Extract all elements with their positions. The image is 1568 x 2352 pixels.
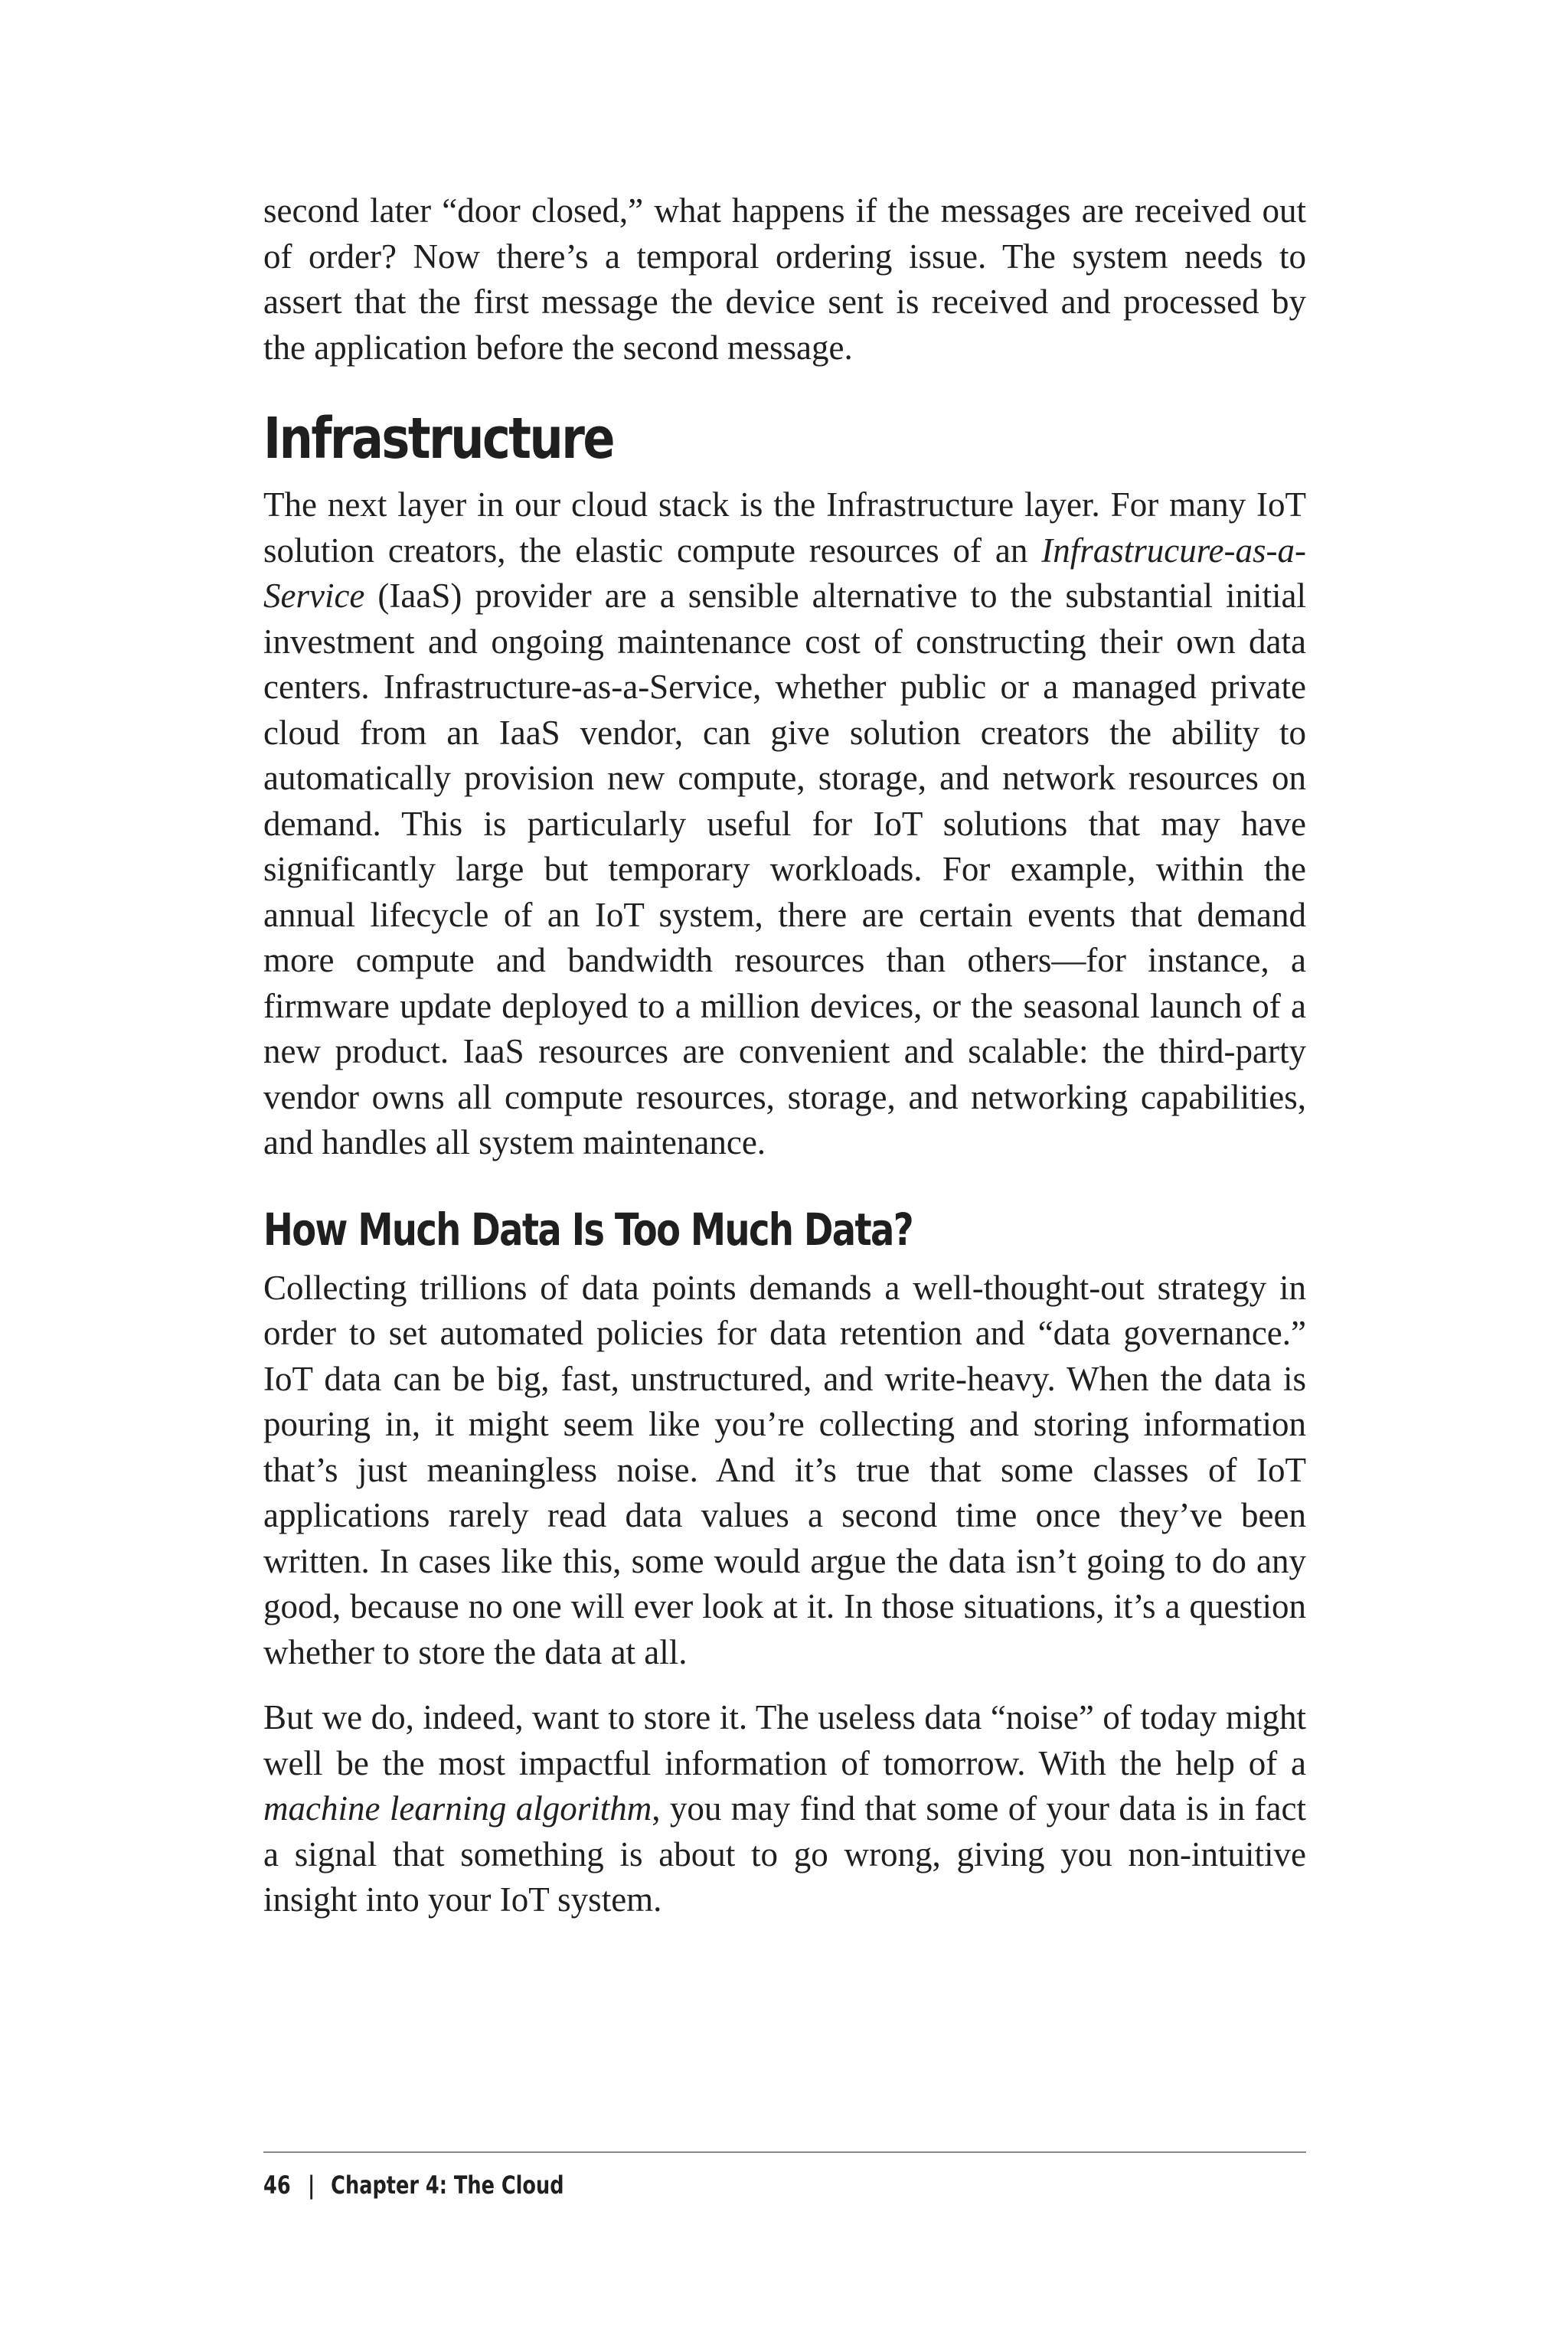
- subsection-heading-data: How Much Data Is Too Much Data?: [263, 1203, 913, 1256]
- section-heading-infrastructure: Infrastructure: [263, 406, 613, 472]
- paragraph-infrastructure-text-a: The next layer in our cloud stack is the Infrastructure layer. For many IoT solution creators, the elastic compute resources of an: [263, 485, 1306, 570]
- paragraph-infrastructure: [263, 482, 1306, 1166]
- footer-separator: |: [308, 2171, 315, 2200]
- footer-line: [263, 2170, 1098, 2200]
- paragraph-continued: second later “door closed,” what happens if the messages are received out of order? Now there’s a temporal ordering issue. The system needs to assert that the first message the device sent is received and processed by the application before the second message.: [263, 191, 1306, 367]
- paragraph-store-data-text-a: But we do, indeed, want to store it. The useless data “noise” of today might well be the most impactful information of tomorrow. With the help of a: [263, 1698, 1306, 1782]
- page-body: [263, 188, 1306, 1923]
- page-number: 46: [263, 2171, 291, 2200]
- page-footer: [263, 2151, 1306, 2200]
- paragraph-data-strategy: Collecting trillions of data points demands a well-thought-out strategy in order to set automated policies for data retention and “data governance.” IoT data can be big, fast, unstructured, and write-heavy. When the data is pouring in, it might seem like you’re collecting and storing information that’s just meaningless noise. And it’s true that some classes of IoT applications rarely read data values a second time once they’ve been written. In cases like this, some would argue the data isn’t going to do any good, because no one will ever look at it. In those situations, it’s a question whether to store the data at all.: [263, 1268, 1306, 1671]
- term-machine-learning: machine learning algorithm: [263, 1789, 652, 1828]
- paragraph-store-data: [263, 1695, 1306, 1923]
- paragraph-infrastructure-text-b: (IaaS) provider are a sensible alternative to the substantial initial investment and ongoing maintenance cost of constructing their own data centers. Infrastructure-as-a-Service, whether public or a managed private cloud from an IaaS vendor, can give solution creators the ability to automatically provision new compute, storage, and network resources on demand. This is particularly useful for IoT solutions that may have significantly large but temporary workloads. For example, within the annual lifecycle of an IoT system, there are certain events that demand more compute and bandwidth resources than others—for instance, a firmware update deployed to a million devices, or the seasonal launch of a new product. IaaS resources are convenient and scalable: the third-party vendor owns all compute resources, storage, and networking capabilities, and handles all system maintenance.: [263, 577, 1306, 1161]
- chapter-title: Chapter 4: The Cloud: [331, 2171, 564, 2200]
- paragraph-store-data-text-b: , you may find that some of your data is in fact a signal that something is about to go wrong, giving you non-intuitive insight into your IoT system.: [263, 1789, 1306, 1919]
- term-iaas: Infrastrucure-as-a-Service: [263, 531, 1306, 615]
- footer-rule: [263, 2151, 1306, 2153]
